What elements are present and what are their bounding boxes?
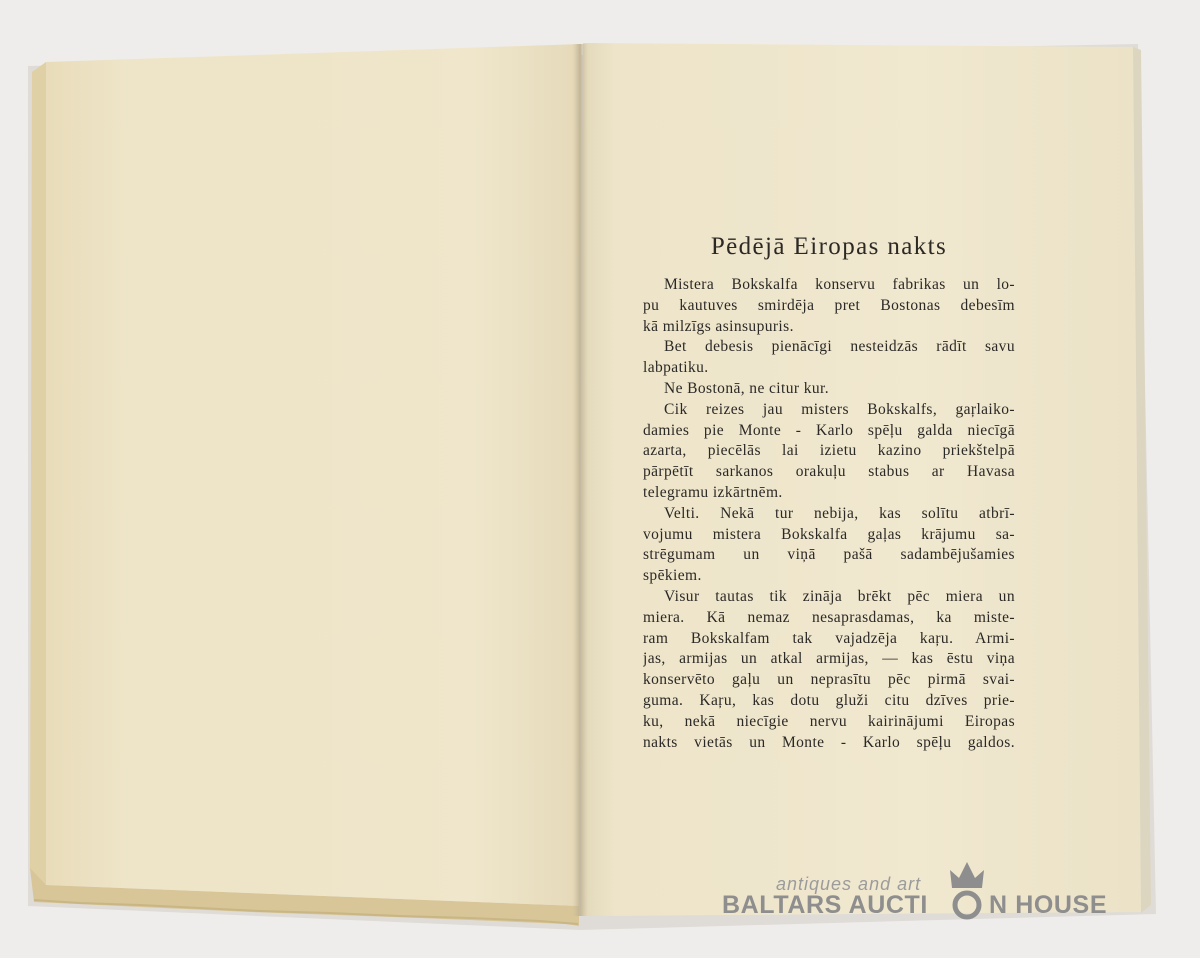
text-line: jas, armijas un atkal armijas, — kas ēstu viņa: [643, 650, 1015, 668]
text-line: Bet debesis pienācīgi nesteidzās rādīt savu: [664, 338, 1015, 356]
text-line: miera. Kā nemaz nesaprasdamas, ka miste-: [643, 608, 1015, 626]
crown-ring-icon: [946, 858, 988, 922]
left-page: [46, 44, 581, 906]
text-line: kā milzīgs asinsupuris.: [643, 317, 794, 335]
text-line: ram Bokskalfam tak vajadzēja kaŗu. Armi-: [643, 629, 1015, 647]
watermark-name-left: BALTARS AUCTI: [722, 891, 928, 919]
chapter-text: [643, 275, 1015, 753]
text-line: labpatiku.: [643, 359, 709, 377]
text-line: Mistera Bokskalfa konservu fabrikas un lo-: [664, 276, 1015, 293]
text-line: Cik reizes jau misters Bokskalfs, gaŗlaiko-: [664, 400, 1015, 418]
text-line: vojumu mistera Bokskalfa gaļas krājumu sa-: [643, 525, 1015, 543]
watermark-tagline: antiques and art: [776, 874, 922, 894]
logo-ring: [955, 893, 979, 917]
crown-shape: [950, 862, 984, 888]
text-line: ku, nekā niecīgie nervu kairinājumi Eiropas: [643, 712, 1015, 730]
text-line: Velti. Nekā tur nebija, kas solītu atbrī-: [664, 504, 1015, 522]
text-line: spēkiem.: [643, 567, 702, 585]
text-line: pārpētīt sarkanos orakuļu stabus ar Havasa: [643, 463, 1015, 481]
watermark-name-right: N HOUSE: [989, 891, 1108, 919]
chapter-title: Pēdējā Eiropas nakts: [710, 233, 948, 260]
text-line: Visur tautas tik zināja brēkt pēc miera un: [664, 587, 1015, 605]
text-line: telegramu izkārtnēm.: [643, 483, 783, 501]
text-line: guma. Kaŗu, kas dotu gluži citu dzīves prie-: [643, 691, 1015, 709]
text-line: konservēto gaļu un neprasītu pēc pirmā svai-: [643, 671, 1015, 689]
text-line: nakts vietās un Monte - Karlo spēļu galdos.: [643, 733, 1015, 751]
text-line: strēgumam un viņā pašā sadambējušamies: [643, 546, 1015, 564]
text-line: Ne Bostonā, ne citur kur.: [664, 379, 829, 397]
left-page-stack-edge: [30, 62, 46, 886]
text-line: damies pie Monte - Karlo spēļu galda niecīgā: [643, 421, 1015, 439]
text-line: pu kautuves smirdēja pret Bostonas debesīm: [643, 296, 1015, 314]
spine-shadow: [572, 44, 588, 916]
text-line: azarta, piecēlās lai izietu kazino priekštelpā: [643, 442, 1015, 460]
